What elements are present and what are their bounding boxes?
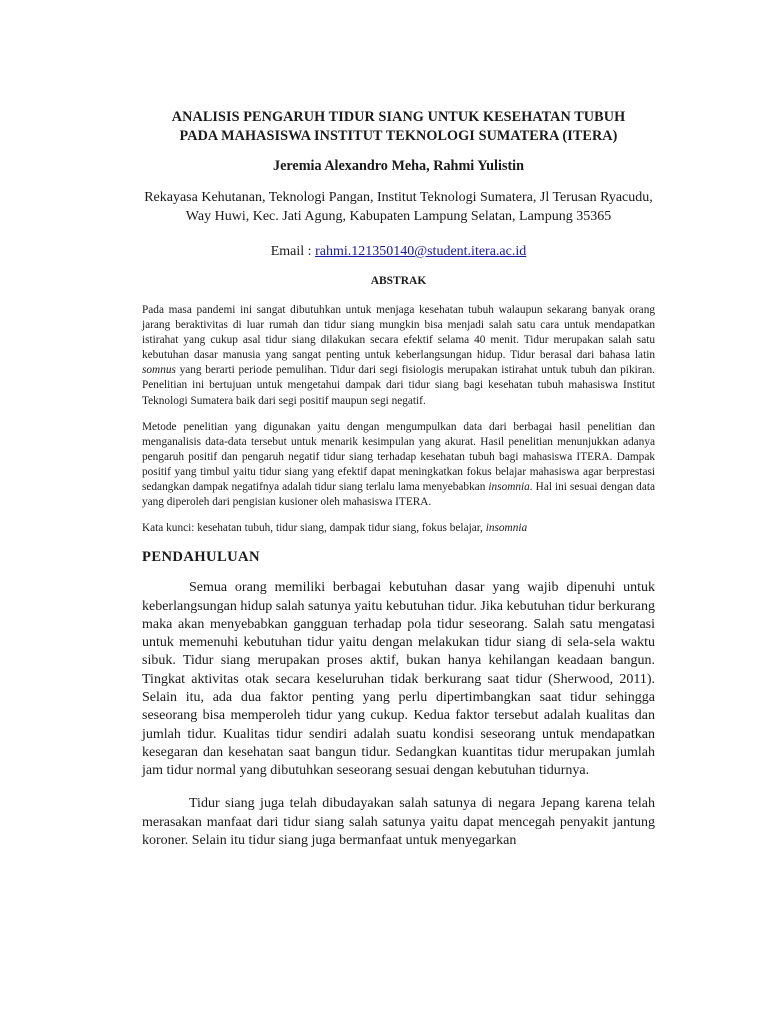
abstract-p1-text-a: Pada masa pandemi ini sangat dibutuhkan untuk menjaga kesehatan tubuh walaupun sekarang banyak orang jarang beraktivitas di luar rumah dan tidur siang mungkin bisa menjadi salah satu cara untuk mendapatkan istirahat yang cukup asal tidur siang dilakukan secara efektif selama 40 menit. Tidur merupakan salah satu kebutuhan dasar manusia yang sangat penting untuk keberlangsungan hidup. Tidur berasal dari bahasa latin [142, 304, 655, 362]
abstract-p2-text-a: Metode penelitian yang digunakan yaitu dengan mengumpulkan data dari berbagai hasil penelitian dan menganalisis data-data tersebut untuk menarik kesimpulan yang akurat. Hasil penelitian menunjukkan adanya pengaruh positif dan pengaruh negatif tidur siang terhadap kesehatan tubuh bagi mahasiswa ITERA. Dampak positif yang timbul yaitu tidur siang yang efektif dapat meningkatkan fokus belajar mahasiswa agar berprestasi sedangkan dampak negatifnya adalah tidur siang terlalu lama menyebabkan [142, 420, 655, 494]
section-heading-pendahuluan: PENDAHULUAN [142, 549, 260, 566]
abstract-heading: ABSTRAK [370, 275, 427, 287]
paper-title [142, 108, 655, 146]
keywords [142, 521, 655, 536]
paper-affiliation: Rekayasa Kehutanan, Teknologi Pangan, Institut Teknologi Sumatera, Jl Terusan Ryacudu, Way Huwi, Kec. Jati Agung, Kabupaten Lampung Selatan, Lampung 35365 [144, 190, 653, 224]
abstract-p1-text-b: yang berarti periode pemulihan. Tidur dari segi fisiologis merupakan istirahat untuk tubuh dan pikiran. Penelitian ini bertujuan untuk mengetahui dampak dari tidur siang bagi kesehatan tubuh mahasiswa Institut Teknologi Sumatera baik dari segi positif maupun segi negatif. [142, 364, 655, 407]
paper-authors: Jeremia Alexandro Meha, Rahmi Yulistin [272, 158, 525, 174]
paper-title-line-2: PADA MAHASISWA INSTITUT TEKNOLOGI SUMATERA (ITERA) [179, 128, 618, 144]
paper-email [142, 242, 655, 261]
abstract-paragraph-2 [142, 420, 655, 511]
abstract-p2-italic: insomnia. [488, 481, 533, 494]
abstract-paragraph-1 [142, 303, 655, 409]
abstract-p2-text-b: Hal ini sesuai dengan data yang diperoleh dari pengisian kusioner oleh mahasiswa ITERA. [142, 481, 655, 509]
paper-title-line-1: ANALISIS PENGARUH TIDUR SIANG UNTUK KESEHATAN TUBUH [171, 109, 626, 125]
keywords-text: Kata kunci: kesehatan tubuh, tidur siang, dampak tidur siang, fokus belajar, [142, 522, 486, 535]
email-label: Email : [270, 244, 316, 259]
email-link[interactable]: rahmi.121350140@student.itera.ac.id [315, 244, 527, 259]
abstract-p1-italic: somnus [142, 364, 176, 377]
keywords-italic: insomnia [485, 522, 528, 535]
body-paragraph-1: Semua orang memiliki berbagai kebutuhan dasar yang wajib dipenuhi untuk keberlangsungan hidup salah satunya yaitu kebutuhan tidur. Jika kebutuhan tidur berkurang maka akan menyebabkan gangguan terhadap pola tidur seseorang. Salah satu mengatasi untuk memenuhi kebutuhan tidur yaitu dengan melakukan tidur siang di sela-sela waktu sibuk. Tidur siang merupakan proses aktif, bukan hanya kehilangan keadaan bangun. Tingkat aktivitas otak secara keseluruhan tidak berkurang saat tidur (Sherwood, 2011). Selain itu, ada dua faktor penting yang perlu dipertimbangkan saat tidur sehingga seseorang bisa memperoleh tidur yang cukup. Kedua faktor tersebut adalah kualitas dan jumlah tidur. Kualitas tidur sendiri adalah suatu kondisi seseorang untuk mendapatkan kesegaran dan kesehatan saat bangun tidur. Sedangkan kuantitas tidur merupakan jumlah jam tidur normal yang dibutuhkan seseorang sesuai dengan kebutuhan tidurnya. [142, 580, 655, 779]
body-paragraph-2: Tidur siang juga telah dibudayakan salah satunya di negara Jepang karena telah merasakan manfaat dari tidur siang salah satunya yaitu dapat mencegah penyakit jantung koroner. Selain itu tidur siang juga bermanfaat untuk menyegarkan [142, 796, 655, 849]
